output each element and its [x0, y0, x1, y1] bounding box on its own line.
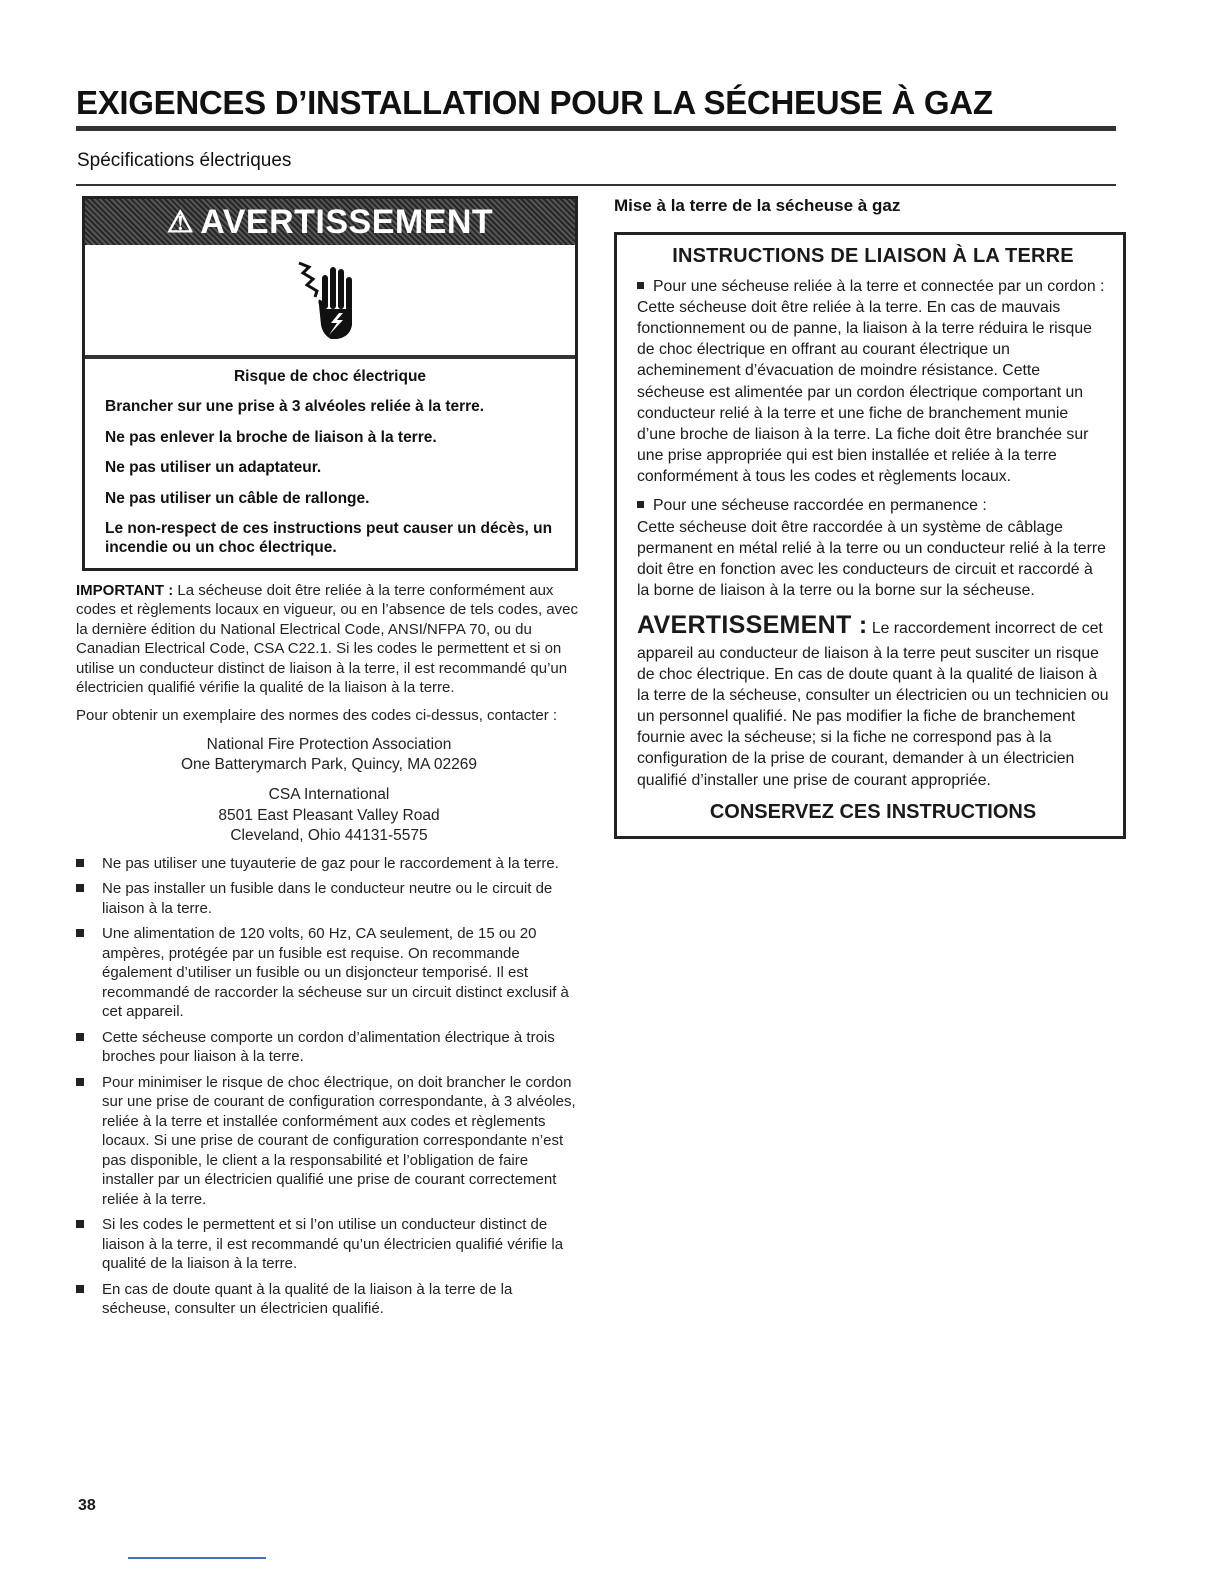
list-item: Si les codes le permettent et si l’on utilise un conducteur distinct de liaison à la terre, il est recommandé qu’un électricien qualifié vérifie la qualité de la liaison à la terre. — [76, 1215, 582, 1274]
list-item: Ne pas utiliser une tuyauterie de gaz pour le raccordement à la terre. — [76, 854, 582, 874]
bullet-square-icon — [637, 282, 644, 289]
list-item: En cas de doute quant à la qualité de la liaison à la terre de la sécheuse, consulter un électricien qualifié. — [76, 1280, 582, 1319]
right-column — [614, 196, 1126, 839]
title-divider — [76, 126, 1116, 131]
address-line: CSA International — [268, 786, 390, 804]
warning-line: Brancher sur une prise à 3 alvéoles reliée à la terre. — [105, 398, 485, 416]
grounding-subtitle: Mise à la terre de la sécheuse à gaz — [614, 196, 901, 215]
warning-line: Ne pas utiliser un adaptateur. — [105, 459, 322, 477]
grounding-bullet: Pour une sécheuse reliée à la terre et connectée par un cordon : — [637, 276, 1109, 297]
bullet-square-icon — [76, 1078, 84, 1086]
warning-risk: Risque de choc électrique — [233, 368, 427, 385]
address-line: National Fire Protection Association — [206, 736, 452, 754]
bullet-square-icon — [76, 1033, 84, 1041]
grounding-paragraph: Cette sécheuse doit être raccordée à un système de câblage permanent en métal relié à la terre ou un conducteur relié à la terre doit être en fonction avec les conducteurs de circuit et raccordé à la borne de liaison à la terre ou la borne sur la sécheuse. — [637, 518, 1106, 599]
left-column — [76, 196, 582, 1325]
grounding-warning-text: Le raccordement incorrect de cet appareil au conducteur de liaison à la terre peut susciter un risque de choc électrique. En cas de doute quant à la qualité de liaison à la terre de la sécheuse, consulter un électricien ou un technicien ou un personnel qualifié. Ne pas modifier la fiche de branchement fournie avec la sécheuse; si la fiche ne correspond pas à la configuration de la prise de courant, demander à un électricien qualifié d’installer une prise de courant appropriée. — [637, 620, 1109, 789]
warning-header — [85, 199, 575, 245]
bullet-square-icon — [637, 501, 644, 508]
list-item: Une alimentation de 120 volts, 60 Hz, CA seulement, de 15 ou 20 ampères, protégée par un fusible est requise. On recommande également d’utiliser un fusible ou un disjoncteur temporisé. Il est recommandé de raccorder la sécheuse sur un circuit distinct exclusif à cet appareil. — [76, 924, 582, 1022]
address-line: Cleveland, Ohio 44131-5575 — [230, 826, 428, 844]
grounding-box-title: INSTRUCTIONS DE LIAISON À LA TERRE — [672, 245, 1074, 267]
warning-triangle-icon: ⚠ — [166, 205, 195, 239]
section-title: Spécifications électriques — [77, 150, 292, 171]
save-instructions-heading: CONSERVEZ CES INSTRUCTIONS — [709, 800, 1037, 823]
grounding-warning-paragraph — [637, 609, 1109, 791]
address-nfpa — [76, 735, 582, 775]
address-line: 8501 East Pleasant Valley Road — [218, 806, 440, 824]
list-item: Cette sécheuse comporte un cordon d’alimentation électrique à trois broches pour liaison à la terre. — [76, 1028, 582, 1067]
bullet-square-icon — [76, 1285, 84, 1293]
grounding-warning-label: AVERTISSEMENT : — [637, 611, 868, 640]
important-text: La sécheuse doit être reliée à la terre conformément aux codes et règlements locaux en vigueur, ou en l’absence de tels codes, avec la dernière édition du National Electrical Code, ANSI/NFPA 70, ou du Canadian Electrical Code, CSA C22.1. Si les codes le permettent et si on utilise un conducteur distinct de liaison à la terre, il est recommandé qu’un électricien qualifié vérifie la qualité de la liaison à la terre. — [76, 581, 578, 697]
important-label: IMPORTANT : — [76, 581, 174, 599]
warning-line: Ne pas utiliser un câble de rallonge. — [105, 489, 370, 507]
bullet-square-icon — [76, 859, 84, 867]
warning-box — [82, 196, 578, 571]
address-csa — [76, 785, 582, 845]
requirements-list — [76, 854, 582, 1319]
obtain-paragraph: Pour obtenir un exemplaire des normes des codes ci-dessus, contacter : — [76, 706, 558, 724]
warning-line: Ne pas enlever la broche de liaison à la terre. — [105, 428, 437, 446]
warning-body — [85, 359, 575, 568]
list-item: Ne pas installer un fusible dans le conducteur neutre ou le circuit de liaison à la terre. — [76, 879, 582, 918]
bullet-square-icon — [76, 884, 84, 892]
page-title: EXIGENCES D’INSTALLATION POUR LA SÉCHEUSE À GAZ — [76, 84, 993, 121]
electric-shock-hand-icon — [85, 245, 575, 359]
warning-line: Le non-respect de ces instructions peut causer un décès, un incendie ou un choc électrique. — [105, 519, 553, 557]
section-divider — [76, 184, 1116, 186]
grounding-paragraph: Cette sécheuse doit être reliée à la terre. En cas de mauvais fonctionnement ou de panne, la liaison à la terre réduira le risque de choc électrique en offrant au courant électrique un acheminement d’évacuation de moindre résistance. Cette sécheuse est alimentée par un cordon électrique comportant un conducteur relié à la terre et une fiche de branchement munie d’une broche de liaison à la terre. La fiche doit être branchée sur une prise appropriée qui est bien installée et reliée à la terre conformément à tous les codes et règlements locaux. — [637, 298, 1092, 486]
grounding-bullet: Pour une sécheuse raccordée en permanence : — [637, 495, 1109, 516]
grounding-instructions-box — [614, 232, 1126, 839]
bullet-square-icon — [76, 929, 84, 937]
warning-header-label: AVERTISSEMENT — [200, 202, 494, 241]
page-number: 38 — [78, 1497, 96, 1514]
list-item: Pour minimiser le risque de choc électrique, on doit brancher le cordon sur une prise de courant de configuration correspondante, à 3 alvéoles, reliée à la terre et installée conformément aux codes et règlements locaux. Si une prise de courant de configuration correspondante n’est pas disponible, le client a la responsabilité et l’obligation de faire installer par un électricien qualifié une prise de courant correctement reliée à la terre. — [76, 1073, 582, 1210]
footer-line — [128, 1557, 266, 1559]
important-paragraph — [76, 581, 582, 698]
bullet-square-icon — [76, 1220, 84, 1228]
address-line: One Batterymarch Park, Quincy, MA 02269 — [180, 756, 478, 774]
